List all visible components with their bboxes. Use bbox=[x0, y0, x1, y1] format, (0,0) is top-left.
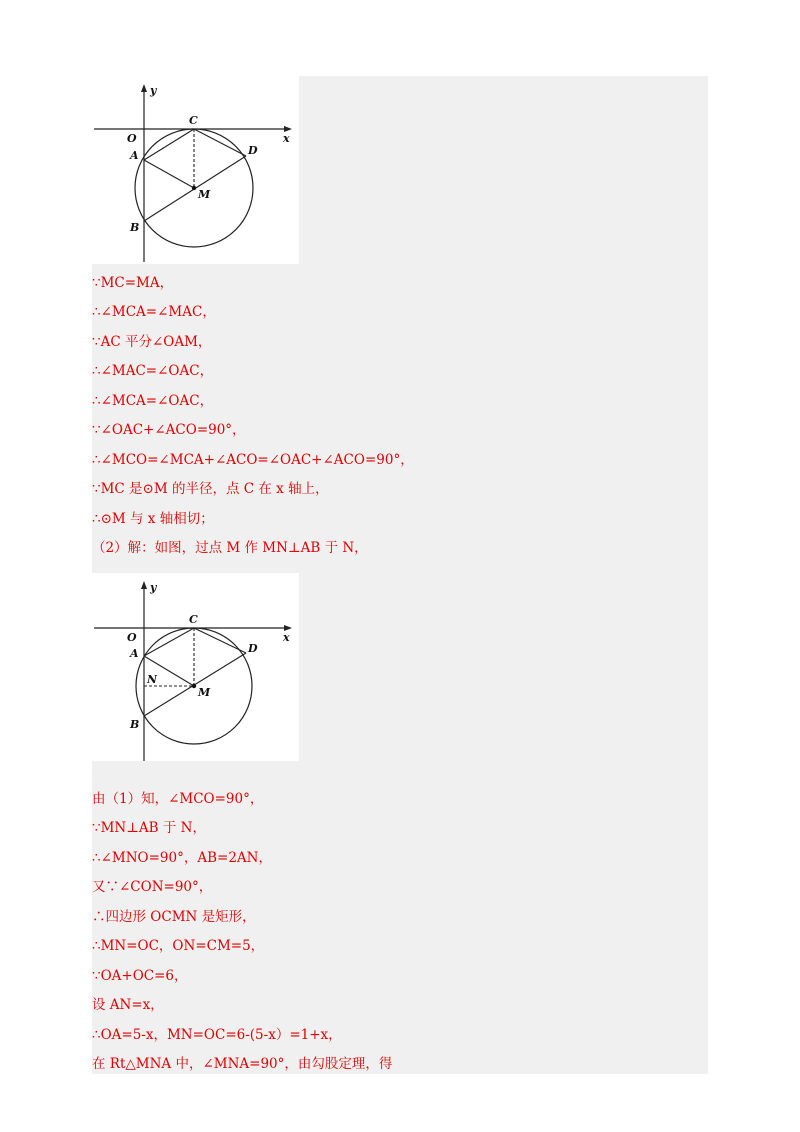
proof-text: ∵MC 是⊙M 的半径，点 C 在 x 轴上， bbox=[92, 481, 329, 497]
label-d: D bbox=[248, 642, 258, 655]
document-page bbox=[92, 76, 708, 1074]
label-b: B bbox=[130, 718, 140, 731]
solution-line-2 bbox=[92, 814, 692, 843]
label-x: x bbox=[283, 132, 290, 145]
solution-text: ∴∠MNO=90°，AB=2AN， bbox=[92, 850, 272, 866]
solution-text: ∴MN=OC，ON=CM=5， bbox=[92, 938, 265, 954]
proof-text: ∴⊙M 与 x 轴相切； bbox=[92, 511, 214, 527]
proof-text: ∴∠MCA=∠MAC， bbox=[92, 304, 216, 320]
solution-text: 设 AN=x， bbox=[92, 997, 164, 1013]
segment-cd bbox=[194, 628, 246, 653]
solution-text: 在 Rt△MNA 中，∠MNA=90°，由勾股定理，得 bbox=[92, 1056, 393, 1072]
proof-text: ∴∠MCO=∠MCA+∠ACO=∠OAC+∠ACO=90°， bbox=[92, 452, 414, 468]
proof-line-9 bbox=[92, 505, 692, 534]
segment-am bbox=[144, 160, 194, 188]
proof-line-2 bbox=[92, 298, 692, 327]
label-y: y bbox=[150, 84, 157, 97]
proof-line-5 bbox=[92, 387, 692, 416]
solution-text: 由（1）知，∠MCO=90°， bbox=[92, 791, 264, 807]
proof-line-4 bbox=[92, 357, 692, 386]
label-a: A bbox=[130, 647, 139, 660]
proof-line-8 bbox=[92, 475, 692, 504]
solution-line-1 bbox=[92, 785, 692, 814]
solution-text: ∵MN⊥AB 于 N， bbox=[92, 820, 206, 836]
solution-line-9 bbox=[92, 1021, 692, 1050]
segment-ac bbox=[144, 628, 194, 656]
label-n: N bbox=[147, 673, 158, 686]
solution-text: ∴四边形 OCMN 是矩形， bbox=[92, 909, 256, 925]
label-x: x bbox=[283, 631, 290, 644]
proof-line-3 bbox=[92, 328, 692, 357]
proof-line-6 bbox=[92, 416, 692, 445]
segment-cd bbox=[194, 129, 246, 156]
label-d: D bbox=[248, 144, 258, 157]
solution-line-6 bbox=[92, 932, 692, 961]
proof-text: ∵AC 平分∠OAM， bbox=[92, 334, 212, 350]
label-c: C bbox=[189, 114, 198, 127]
segment-ac bbox=[144, 129, 194, 160]
circle-perpendicular-diagram bbox=[92, 573, 299, 773]
y-axis-arrow bbox=[141, 84, 147, 92]
solution-line-7 bbox=[92, 962, 692, 991]
point-m bbox=[192, 186, 196, 190]
label-m: M bbox=[198, 686, 211, 699]
solution-line-8 bbox=[92, 991, 692, 1020]
proof-text: ∵MC=MA， bbox=[92, 275, 174, 291]
circle-tangent-diagram bbox=[92, 76, 299, 264]
proof-text: ∴∠MCA=∠OAC， bbox=[92, 393, 214, 409]
geometry-figure-1 bbox=[92, 76, 299, 264]
label-y: y bbox=[150, 581, 157, 594]
label-o: O bbox=[127, 132, 137, 145]
solution-text: ∴OA=5-x，MN=OC=6-(5-x）=1+x， bbox=[92, 1027, 342, 1043]
label-m: M bbox=[198, 188, 211, 201]
proof-text: ∴∠MAC=∠OAC， bbox=[92, 363, 214, 379]
y-axis-arrow bbox=[141, 581, 147, 589]
label-b: B bbox=[130, 221, 140, 234]
solution-line-4 bbox=[92, 873, 692, 902]
label-o: O bbox=[127, 631, 137, 644]
solution-text: 又∵∠CON=90°， bbox=[92, 879, 213, 895]
point-m bbox=[192, 684, 196, 688]
label-c: C bbox=[189, 613, 198, 626]
proof-line-10 bbox=[92, 534, 692, 563]
geometry-figure-2 bbox=[92, 573, 299, 761]
proof-text: ∵∠OAC+∠ACO=90°， bbox=[92, 422, 246, 438]
solution-line-5 bbox=[92, 903, 692, 932]
solution-text: ∵OA+OC=6， bbox=[92, 968, 188, 984]
label-a: A bbox=[130, 149, 139, 162]
proof-line-1 bbox=[92, 269, 692, 298]
proof-line-7 bbox=[92, 446, 692, 475]
proof-text: （2）解：如图，过点 M 作 MN⊥AB 于 N， bbox=[92, 540, 368, 556]
solution-line-10 bbox=[92, 1050, 692, 1079]
solution-line-3 bbox=[92, 844, 692, 873]
